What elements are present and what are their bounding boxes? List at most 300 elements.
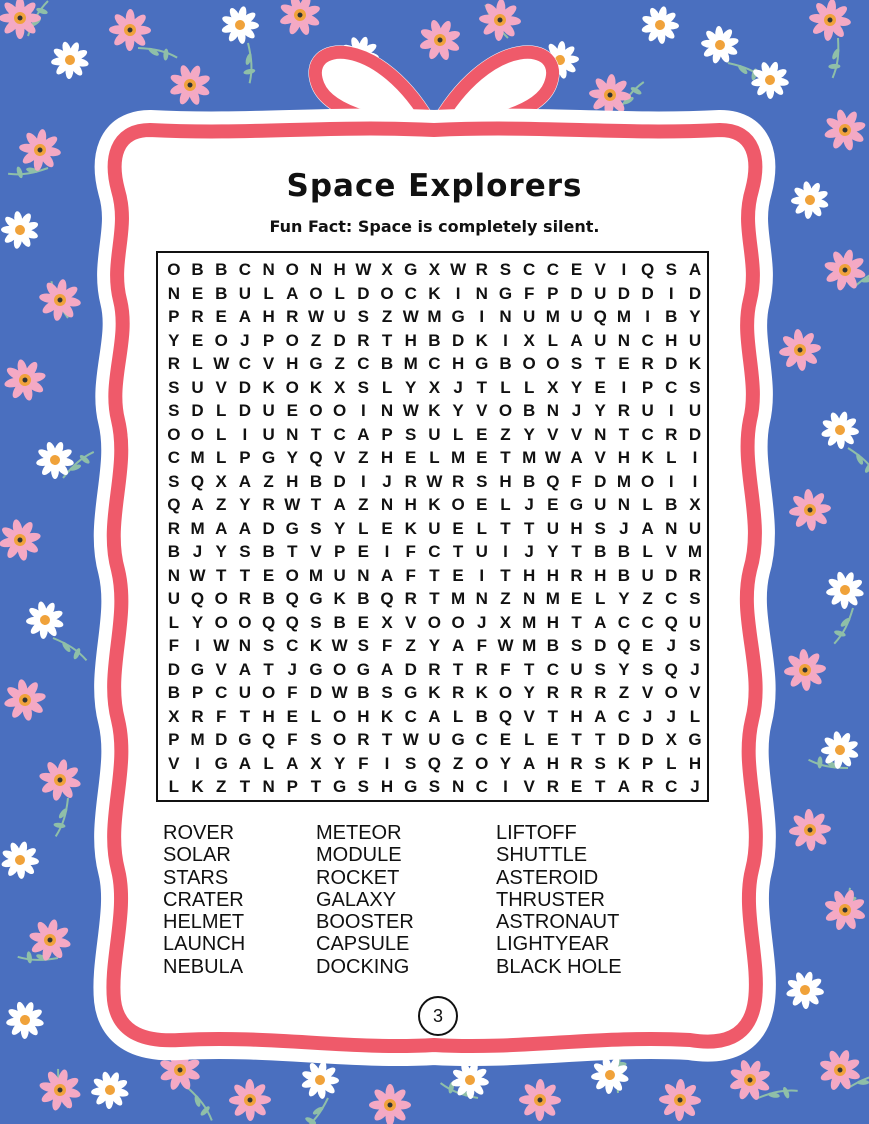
grid-letter[interactable]: V [594, 448, 606, 467]
grid-letter[interactable]: D [215, 730, 228, 749]
grid-letter[interactable]: S [239, 542, 251, 561]
grid-letter[interactable]: C [167, 448, 180, 467]
grid-letter[interactable]: E [570, 260, 583, 279]
grid-letter[interactable]: Z [216, 777, 227, 796]
grid-letter[interactable]: I [692, 448, 698, 467]
grid-letter[interactable]: M [522, 636, 537, 655]
grid-letter[interactable]: D [688, 283, 702, 303]
grid-letter[interactable]: B [523, 401, 536, 420]
grid-letter[interactable]: O [261, 683, 276, 702]
grid-letter[interactable]: N [617, 330, 631, 350]
grid-letter[interactable]: I [384, 542, 390, 561]
grid-letter[interactable]: Y [333, 753, 346, 773]
grid-letter[interactable]: B [475, 706, 488, 726]
grid-letter[interactable]: N [262, 777, 275, 796]
grid-letter[interactable]: E [570, 589, 583, 608]
grid-letter[interactable]: N [309, 260, 323, 279]
grid-letter[interactable]: T [216, 565, 227, 585]
grid-letter[interactable]: S [310, 612, 322, 632]
grid-letter[interactable]: W [331, 636, 348, 655]
grid-letter[interactable]: I [621, 377, 627, 397]
grid-letter[interactable]: V [523, 706, 535, 726]
grid-letter[interactable]: D [262, 518, 275, 538]
grid-letter[interactable]: O [214, 330, 228, 350]
grid-letter[interactable]: O [285, 565, 299, 585]
grid-letter[interactable]: J [642, 706, 653, 726]
grid-letter[interactable]: A [215, 518, 228, 538]
grid-letter[interactable]: T [595, 354, 606, 373]
grid-letter[interactable]: L [168, 777, 180, 796]
grid-letter[interactable]: U [641, 565, 654, 585]
grid-letter[interactable]: T [239, 777, 251, 796]
grid-letter[interactable]: S [570, 636, 583, 655]
grid-letter[interactable]: T [239, 565, 251, 585]
grid-letter[interactable]: Y [333, 518, 346, 538]
grid-letter[interactable]: L [192, 354, 203, 373]
grid-letter[interactable]: D [238, 401, 252, 420]
grid-letter[interactable]: E [357, 542, 370, 561]
grid-letter[interactable]: S [641, 659, 654, 679]
grid-letter[interactable]: O [285, 377, 299, 397]
grid-letter[interactable]: A [357, 424, 370, 444]
grid-letter[interactable]: S [310, 518, 322, 538]
grid-letter[interactable]: S [594, 659, 606, 679]
grid-letter[interactable]: T [381, 730, 393, 749]
grid-letter[interactable]: E [476, 495, 488, 514]
grid-letter[interactable]: V [641, 683, 654, 702]
grid-letter[interactable]: B [215, 283, 228, 303]
grid-letter[interactable]: T [263, 659, 274, 679]
grid-letter[interactable]: V [523, 777, 535, 796]
grid-letter[interactable]: A [594, 706, 607, 726]
grid-letter[interactable]: H [262, 706, 275, 726]
grid-letter[interactable]: K [262, 377, 275, 397]
grid-letter[interactable]: E [262, 565, 275, 585]
grid-letter[interactable]: C [475, 730, 488, 749]
grid-letter[interactable]: H [688, 753, 702, 773]
grid-letter[interactable]: A [238, 307, 252, 326]
grid-letter[interactable]: S [405, 424, 417, 444]
grid-letter[interactable]: C [286, 636, 299, 655]
grid-letter[interactable]: D [404, 659, 417, 679]
grid-letter[interactable]: K [475, 330, 488, 350]
grid-letter[interactable]: E [499, 730, 512, 749]
grid-letter[interactable]: I [195, 636, 200, 655]
grid-letter[interactable]: H [546, 753, 559, 773]
grid-letter[interactable]: T [571, 542, 582, 561]
grid-letter[interactable]: J [666, 636, 677, 655]
grid-letter[interactable]: T [429, 565, 440, 585]
grid-letter[interactable]: R [617, 401, 631, 420]
grid-letter[interactable]: V [405, 612, 417, 632]
grid-letter[interactable]: O [190, 424, 205, 444]
grid-letter[interactable]: R [191, 706, 204, 726]
grid-letter[interactable]: Z [452, 753, 464, 773]
grid-letter[interactable]: L [310, 706, 322, 726]
grid-letter[interactable]: R [451, 683, 465, 702]
grid-letter[interactable]: W [213, 354, 230, 373]
grid-letter[interactable]: B [262, 589, 275, 608]
grid-letter[interactable]: M [403, 354, 418, 373]
grid-letter[interactable]: F [358, 753, 369, 773]
grid-letter[interactable]: E [215, 307, 227, 326]
grid-letter[interactable]: K [475, 683, 488, 702]
grid-letter[interactable]: O [333, 659, 347, 679]
grid-letter[interactable]: E [547, 495, 559, 514]
grid-letter[interactable]: R [238, 589, 252, 608]
grid-letter[interactable]: R [167, 518, 180, 538]
grid-letter[interactable]: O [546, 354, 560, 373]
grid-letter[interactable]: H [594, 565, 607, 585]
grid-letter[interactable]: L [358, 518, 369, 538]
grid-letter[interactable]: M [451, 589, 466, 608]
grid-letter[interactable]: N [380, 495, 394, 514]
grid-letter[interactable]: Z [618, 683, 630, 702]
grid-letter[interactable]: R [286, 307, 299, 326]
grid-letter[interactable]: X [381, 260, 393, 279]
grid-letter[interactable]: F [168, 636, 180, 655]
grid-letter[interactable]: Q [190, 589, 205, 608]
grid-letter[interactable]: Y [594, 401, 606, 420]
grid-letter[interactable]: X [381, 612, 393, 632]
grid-letter[interactable]: E [476, 424, 488, 444]
grid-letter[interactable]: T [571, 612, 582, 632]
grid-letter[interactable]: S [665, 260, 677, 279]
grid-letter[interactable]: C [523, 260, 536, 279]
grid-letter[interactable]: G [309, 354, 323, 373]
grid-letter[interactable]: B [428, 330, 441, 350]
grid-letter[interactable]: U [688, 612, 702, 632]
grid-letter[interactable]: I [668, 471, 674, 491]
grid-letter[interactable]: Z [310, 330, 322, 350]
grid-letter[interactable]: X [428, 377, 441, 397]
grid-letter[interactable]: T [618, 424, 630, 444]
grid-letter[interactable]: A [238, 471, 252, 491]
grid-letter[interactable]: U [333, 307, 346, 326]
grid-letter[interactable]: I [479, 565, 485, 585]
grid-letter[interactable]: J [666, 706, 677, 726]
grid-letter[interactable]: V [547, 424, 559, 444]
grid-letter[interactable]: L [263, 283, 274, 303]
grid-letter[interactable]: O [451, 495, 465, 514]
grid-letter[interactable]: Q [190, 471, 205, 491]
grid-letter[interactable]: W [284, 495, 301, 514]
grid-letter[interactable]: P [381, 424, 393, 444]
grid-letter[interactable]: R [570, 565, 583, 585]
grid-letter[interactable]: I [668, 283, 674, 303]
grid-letter[interactable]: A [380, 659, 394, 679]
grid-letter[interactable]: S [570, 354, 583, 373]
grid-letter[interactable]: F [405, 565, 416, 585]
grid-letter[interactable]: D [309, 683, 323, 702]
grid-letter[interactable]: L [689, 706, 701, 726]
grid-letter[interactable]: W [450, 260, 467, 279]
grid-letter[interactable]: W [402, 307, 419, 326]
grid-letter[interactable]: T [310, 424, 322, 444]
grid-letter[interactable]: V [665, 542, 677, 561]
grid-letter[interactable]: A [238, 518, 252, 538]
grid-letter[interactable]: K [428, 495, 441, 514]
grid-letter[interactable]: D [594, 471, 607, 491]
grid-letter[interactable]: L [216, 424, 227, 444]
grid-letter[interactable]: L [666, 448, 677, 467]
grid-letter[interactable]: G [569, 495, 584, 514]
grid-letter[interactable]: D [451, 330, 465, 350]
grid-letter[interactable]: U [688, 518, 702, 538]
grid-letter[interactable]: T [476, 377, 487, 397]
grid-letter[interactable]: Z [500, 424, 511, 444]
grid-letter[interactable]: R [665, 424, 678, 444]
grid-letter[interactable]: M [545, 589, 560, 608]
grid-letter[interactable]: E [618, 354, 630, 373]
grid-letter[interactable]: M [545, 307, 560, 326]
grid-letter[interactable]: X [499, 612, 512, 632]
grid-letter[interactable]: R [546, 683, 559, 702]
grid-letter[interactable]: L [666, 753, 677, 773]
grid-letter[interactable]: T [523, 518, 535, 538]
grid-letter[interactable]: A [523, 753, 536, 773]
grid-letter[interactable]: R [451, 471, 465, 491]
grid-letter[interactable]: U [191, 377, 204, 397]
grid-letter[interactable]: U [238, 683, 252, 702]
grid-letter[interactable]: N [238, 636, 252, 655]
grid-letter[interactable]: X [547, 377, 559, 397]
grid-letter[interactable]: W [355, 260, 372, 279]
grid-letter[interactable]: G [309, 589, 323, 608]
grid-letter[interactable]: C [428, 542, 441, 561]
grid-letter[interactable]: G [261, 448, 276, 467]
grid-letter[interactable]: F [571, 471, 582, 491]
grid-letter[interactable]: P [333, 542, 346, 561]
grid-letter[interactable]: E [641, 636, 654, 655]
grid-letter[interactable]: W [189, 565, 206, 585]
grid-letter[interactable]: I [621, 260, 627, 279]
grid-letter[interactable]: J [619, 518, 629, 538]
grid-letter[interactable]: W [402, 401, 419, 420]
grid-letter[interactable]: M [308, 565, 324, 585]
grid-letter[interactable]: M [687, 542, 703, 561]
grid-letter[interactable]: O [498, 401, 513, 420]
grid-letter[interactable]: O [214, 612, 228, 632]
grid-letter[interactable]: U [475, 542, 488, 561]
grid-letter[interactable]: N [546, 401, 559, 420]
grid-letter[interactable]: H [404, 495, 417, 514]
grid-letter[interactable]: E [191, 283, 204, 303]
grid-letter[interactable]: S [689, 377, 701, 397]
grid-letter[interactable]: A [641, 518, 654, 538]
grid-letter[interactable]: T [547, 706, 559, 726]
grid-letter[interactable]: Z [216, 495, 227, 514]
grid-letter[interactable]: T [452, 659, 464, 679]
grid-letter[interactable]: V [215, 377, 227, 397]
grid-letter[interactable]: N [262, 260, 275, 279]
grid-letter[interactable]: D [357, 283, 370, 303]
grid-letter[interactable]: I [384, 753, 390, 773]
grid-letter[interactable]: Q [285, 589, 299, 608]
grid-letter[interactable]: P [641, 377, 654, 397]
grid-letter[interactable]: E [547, 730, 559, 749]
grid-letter[interactable]: Z [405, 636, 416, 655]
grid-letter[interactable]: J [382, 471, 392, 491]
grid-letter[interactable]: A [286, 753, 299, 773]
grid-letter[interactable]: B [499, 354, 512, 373]
grid-letter[interactable]: N [167, 283, 180, 303]
grid-letter[interactable]: H [333, 260, 346, 279]
grid-letter[interactable]: B [333, 612, 346, 632]
grid-letter[interactable]: K [688, 354, 702, 373]
grid-letter[interactable]: Y [191, 612, 204, 632]
grid-letter[interactable]: G [238, 730, 252, 749]
grid-letter[interactable]: I [692, 471, 698, 491]
grid-letter[interactable]: L [642, 542, 653, 561]
grid-letter[interactable]: C [617, 612, 631, 632]
grid-letter[interactable]: U [238, 283, 252, 303]
grid-letter[interactable]: B [380, 354, 394, 373]
grid-letter[interactable]: E [452, 565, 464, 585]
grid-letter[interactable]: H [380, 448, 394, 467]
grid-letter[interactable]: L [500, 377, 511, 397]
grid-letter[interactable]: L [429, 448, 440, 467]
grid-letter[interactable]: J [287, 659, 298, 679]
grid-letter[interactable]: C [238, 260, 252, 279]
grid-letter[interactable]: K [191, 777, 204, 796]
grid-letter[interactable]: P [168, 307, 180, 326]
grid-letter[interactable]: H [570, 706, 583, 726]
grid-letter[interactable]: E [476, 448, 488, 467]
grid-letter[interactable]: V [689, 683, 701, 702]
grid-letter[interactable]: H [451, 354, 465, 373]
grid-letter[interactable]: K [641, 448, 654, 467]
grid-letter[interactable]: C [215, 683, 228, 702]
grid-letter[interactable]: I [668, 401, 674, 420]
grid-letter[interactable]: S [428, 777, 441, 796]
grid-letter[interactable]: V [215, 659, 227, 679]
grid-letter[interactable]: G [404, 260, 418, 279]
grid-letter[interactable]: H [380, 777, 394, 796]
grid-letter[interactable]: Y [452, 401, 464, 420]
grid-letter[interactable]: K [309, 377, 323, 397]
grid-letter[interactable]: R [191, 307, 204, 326]
grid-letter[interactable]: L [381, 377, 393, 397]
grid-letter[interactable]: K [380, 706, 394, 726]
grid-letter[interactable]: T [523, 659, 535, 679]
grid-letter[interactable]: B [665, 307, 678, 326]
grid-letter[interactable]: E [452, 518, 464, 538]
grid-letter[interactable]: A [238, 753, 252, 773]
grid-letter[interactable]: A [238, 659, 252, 679]
grid-letter[interactable]: K [617, 753, 631, 773]
grid-letter[interactable]: D [665, 565, 678, 585]
grid-letter[interactable]: W [213, 636, 230, 655]
grid-letter[interactable]: I [479, 307, 485, 326]
grid-letter[interactable]: P [547, 283, 559, 303]
grid-letter[interactable]: C [404, 283, 417, 303]
grid-letter[interactable]: A [688, 260, 702, 279]
grid-letter[interactable]: F [381, 636, 393, 655]
grid-letter[interactable]: U [428, 730, 441, 749]
grid-letter[interactable]: W [331, 683, 348, 702]
grid-letter[interactable]: D [191, 401, 204, 420]
grid-letter[interactable]: P [191, 683, 204, 702]
grid-letter[interactable]: Z [358, 448, 369, 467]
grid-letter[interactable]: G [285, 518, 299, 538]
grid-letter[interactable]: C [641, 424, 654, 444]
grid-letter[interactable]: N [594, 424, 607, 444]
grid-letter[interactable]: C [546, 659, 559, 679]
grid-letter[interactable]: O [427, 612, 442, 632]
grid-letter[interactable]: L [452, 424, 464, 444]
grid-letter[interactable]: Y [523, 683, 535, 702]
grid-letter[interactable]: N [357, 565, 370, 585]
grid-letter[interactable]: B [357, 589, 370, 608]
grid-letter[interactable]: H [404, 330, 417, 350]
grid-letter[interactable]: U [333, 565, 346, 585]
grid-letter[interactable]: T [310, 777, 322, 796]
grid-letter[interactable]: L [263, 753, 274, 773]
grid-letter[interactable]: A [570, 448, 583, 467]
grid-letter[interactable]: G [404, 777, 418, 796]
grid-letter[interactable]: Q [617, 636, 631, 655]
grid-letter[interactable]: J [192, 542, 203, 561]
grid-letter[interactable]: S [476, 471, 488, 491]
grid-letter[interactable]: L [642, 495, 653, 514]
grid-letter[interactable]: U [428, 518, 441, 538]
grid-letter[interactable]: F [523, 283, 535, 303]
grid-letter[interactable]: C [665, 589, 678, 608]
grid-letter[interactable]: L [500, 495, 511, 514]
grid-letter[interactable]: L [216, 448, 227, 467]
grid-letter[interactable]: Y [523, 424, 535, 444]
grid-letter[interactable]: R [167, 354, 180, 373]
grid-letter[interactable]: O [167, 424, 181, 444]
grid-letter[interactable]: M [616, 471, 631, 491]
grid-letter[interactable]: Y [286, 448, 298, 467]
grid-letter[interactable]: S [405, 753, 417, 773]
grid-letter[interactable]: S [381, 683, 393, 702]
grid-letter[interactable]: I [455, 283, 461, 303]
grid-letter[interactable]: X [523, 330, 535, 350]
grid-letter[interactable]: D [333, 471, 346, 491]
grid-letter[interactable]: O [238, 612, 252, 632]
grid-letter[interactable]: C [665, 377, 678, 397]
grid-letter[interactable]: Q [498, 706, 513, 726]
grid-letter[interactable]: B [262, 542, 275, 561]
grid-letter[interactable]: W [307, 307, 324, 326]
grid-letter[interactable]: A [191, 495, 204, 514]
grid-letter[interactable]: H [665, 330, 678, 350]
grid-letter[interactable]: X [168, 706, 180, 726]
grid-letter[interactable]: J [524, 495, 534, 514]
grid-letter[interactable]: C [665, 777, 678, 796]
grid-letter[interactable]: D [617, 730, 631, 749]
grid-letter[interactable]: N [380, 401, 394, 420]
grid-letter[interactable]: L [476, 518, 487, 538]
grid-letter[interactable]: O [309, 401, 323, 420]
grid-letter[interactable]: W [497, 636, 514, 655]
grid-letter[interactable]: Q [167, 495, 181, 514]
grid-letter[interactable]: H [499, 471, 512, 491]
grid-letter[interactable]: O [664, 683, 678, 702]
grid-letter[interactable]: F [405, 542, 416, 561]
grid-letter[interactable]: D [617, 283, 631, 303]
grid-letter[interactable]: C [641, 612, 654, 632]
grid-letter[interactable]: R [594, 683, 607, 702]
grid-letter[interactable]: I [242, 424, 248, 444]
grid-letter[interactable]: F [287, 683, 298, 702]
grid-letter[interactable]: C [428, 354, 441, 373]
grid-letter[interactable]: P [239, 448, 251, 467]
grid-letter[interactable]: K [428, 683, 441, 702]
